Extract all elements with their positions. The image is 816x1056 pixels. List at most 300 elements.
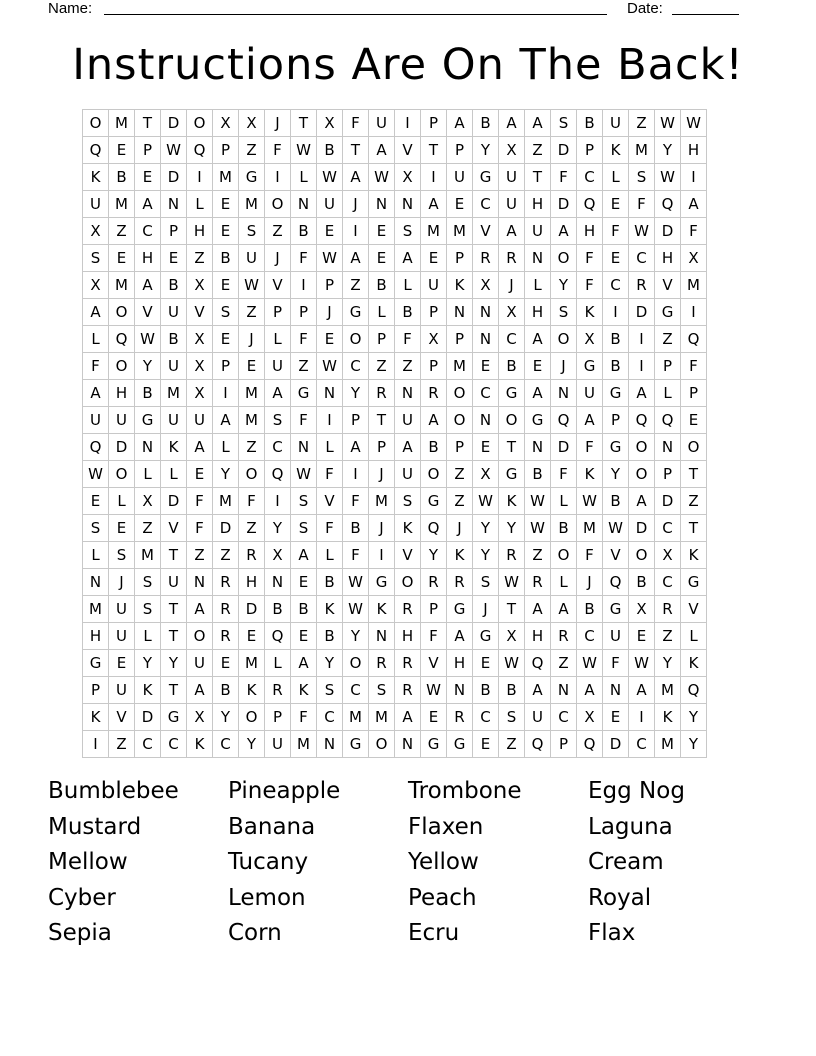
grid-cell: A bbox=[499, 110, 525, 137]
grid-cell: E bbox=[161, 245, 187, 272]
grid-cell: L bbox=[655, 380, 681, 407]
grid-cell: Z bbox=[239, 515, 265, 542]
grid-cell: E bbox=[369, 245, 395, 272]
grid-cell: R bbox=[213, 569, 239, 596]
grid-cell: X bbox=[473, 461, 499, 488]
grid-cell: U bbox=[499, 191, 525, 218]
grid-cell: W bbox=[317, 164, 343, 191]
grid-cell: A bbox=[551, 218, 577, 245]
grid-cell: T bbox=[499, 596, 525, 623]
grid-cell: G bbox=[447, 596, 473, 623]
grid-cell: X bbox=[473, 272, 499, 299]
grid-cell: Q bbox=[577, 191, 603, 218]
name-label: Name: bbox=[48, 0, 93, 17]
grid-cell: A bbox=[629, 677, 655, 704]
grid-cell: F bbox=[577, 434, 603, 461]
grid-cell: I bbox=[369, 542, 395, 569]
grid-cell: H bbox=[83, 623, 109, 650]
grid-cell: H bbox=[577, 218, 603, 245]
grid-cell: T bbox=[343, 137, 369, 164]
grid-cell: F bbox=[603, 650, 629, 677]
grid-cell: E bbox=[473, 353, 499, 380]
grid-cell: A bbox=[369, 137, 395, 164]
grid-cell: V bbox=[473, 218, 499, 245]
grid-cell: Y bbox=[473, 542, 499, 569]
grid-cell: R bbox=[525, 569, 551, 596]
grid-cell: F bbox=[291, 326, 317, 353]
grid-cell: P bbox=[551, 731, 577, 758]
grid-cell: O bbox=[369, 731, 395, 758]
grid-cell: J bbox=[577, 569, 603, 596]
grid-cell: N bbox=[525, 245, 551, 272]
grid-cell: S bbox=[135, 569, 161, 596]
grid-cell: T bbox=[291, 110, 317, 137]
grid-cell: K bbox=[577, 299, 603, 326]
grid-cell: A bbox=[187, 434, 213, 461]
grid-cell: P bbox=[421, 110, 447, 137]
grid-cell: A bbox=[447, 623, 473, 650]
grid-cell: E bbox=[109, 137, 135, 164]
grid-cell: U bbox=[369, 110, 395, 137]
grid-cell: G bbox=[577, 353, 603, 380]
grid-cell: F bbox=[681, 218, 707, 245]
word-list-item: Banana bbox=[228, 813, 316, 840]
grid-cell: E bbox=[317, 326, 343, 353]
grid-cell: H bbox=[135, 245, 161, 272]
grid-cell: P bbox=[447, 434, 473, 461]
grid-cell: S bbox=[499, 704, 525, 731]
grid-cell: C bbox=[473, 191, 499, 218]
grid-cell: F bbox=[577, 272, 603, 299]
grid-cell: R bbox=[499, 245, 525, 272]
grid-cell: A bbox=[525, 110, 551, 137]
grid-cell: V bbox=[603, 542, 629, 569]
grid-cell: P bbox=[83, 677, 109, 704]
grid-cell: F bbox=[343, 542, 369, 569]
grid-cell: Y bbox=[265, 515, 291, 542]
grid-cell: L bbox=[265, 326, 291, 353]
grid-cell: W bbox=[135, 326, 161, 353]
grid-cell: N bbox=[83, 569, 109, 596]
grid-cell: E bbox=[421, 704, 447, 731]
date-field-line bbox=[672, 14, 739, 15]
grid-cell: N bbox=[187, 569, 213, 596]
grid-cell: M bbox=[109, 191, 135, 218]
grid-cell: N bbox=[369, 623, 395, 650]
grid-cell: I bbox=[681, 299, 707, 326]
grid-cell: Q bbox=[629, 407, 655, 434]
grid-cell: F bbox=[291, 407, 317, 434]
grid-cell: G bbox=[603, 380, 629, 407]
grid-cell: X bbox=[83, 272, 109, 299]
grid-cell: P bbox=[655, 461, 681, 488]
page-title: Instructions Are On The Back! bbox=[72, 40, 744, 90]
grid-cell: U bbox=[525, 218, 551, 245]
grid-cell: Q bbox=[655, 407, 681, 434]
grid-cell: A bbox=[187, 677, 213, 704]
grid-cell: X bbox=[655, 542, 681, 569]
grid-cell: R bbox=[369, 650, 395, 677]
grid-cell: Y bbox=[473, 137, 499, 164]
grid-row bbox=[83, 110, 707, 137]
grid-cell: S bbox=[135, 596, 161, 623]
grid-row bbox=[83, 380, 707, 407]
grid-cell: E bbox=[421, 245, 447, 272]
grid-cell: M bbox=[681, 272, 707, 299]
grid-cell: R bbox=[447, 704, 473, 731]
grid-cell: Y bbox=[213, 704, 239, 731]
grid-cell: E bbox=[317, 218, 343, 245]
grid-cell: Z bbox=[239, 299, 265, 326]
grid-cell: B bbox=[473, 110, 499, 137]
grid-cell: U bbox=[161, 569, 187, 596]
grid-cell: O bbox=[187, 623, 213, 650]
grid-cell: J bbox=[473, 596, 499, 623]
grid-cell: N bbox=[473, 299, 499, 326]
grid-cell: A bbox=[525, 677, 551, 704]
grid-cell: K bbox=[369, 596, 395, 623]
grid-cell: Q bbox=[187, 137, 213, 164]
grid-cell: O bbox=[629, 542, 655, 569]
grid-cell: L bbox=[525, 272, 551, 299]
grid-cell: N bbox=[291, 434, 317, 461]
grid-cell: E bbox=[109, 245, 135, 272]
grid-cell: D bbox=[161, 110, 187, 137]
grid-cell: P bbox=[681, 380, 707, 407]
grid-cell: Z bbox=[551, 650, 577, 677]
grid-row bbox=[83, 272, 707, 299]
grid-cell: T bbox=[421, 137, 447, 164]
grid-cell: C bbox=[603, 272, 629, 299]
grid-cell: L bbox=[109, 488, 135, 515]
grid-cell: U bbox=[187, 650, 213, 677]
grid-cell: Z bbox=[681, 488, 707, 515]
grid-cell: A bbox=[291, 650, 317, 677]
grid-cell: R bbox=[421, 569, 447, 596]
grid-cell: J bbox=[369, 515, 395, 542]
grid-row bbox=[83, 164, 707, 191]
grid-cell: F bbox=[551, 164, 577, 191]
grid-cell: Z bbox=[499, 731, 525, 758]
grid-cell: F bbox=[603, 218, 629, 245]
grid-cell: X bbox=[629, 596, 655, 623]
word-list-item: Royal bbox=[588, 884, 652, 911]
grid-cell: F bbox=[577, 245, 603, 272]
grid-cell: B bbox=[135, 380, 161, 407]
grid-cell: Q bbox=[525, 731, 551, 758]
grid-cell: W bbox=[655, 164, 681, 191]
grid-cell: X bbox=[135, 488, 161, 515]
grid-cell: R bbox=[213, 623, 239, 650]
grid-cell: T bbox=[161, 596, 187, 623]
grid-cell: W bbox=[473, 488, 499, 515]
grid-cell: C bbox=[135, 218, 161, 245]
grid-cell: X bbox=[577, 704, 603, 731]
grid-cell: Z bbox=[239, 137, 265, 164]
grid-cell: S bbox=[83, 515, 109, 542]
grid-cell: J bbox=[317, 299, 343, 326]
grid-cell: F bbox=[317, 461, 343, 488]
name-field-line bbox=[104, 14, 607, 15]
grid-cell: M bbox=[239, 407, 265, 434]
grid-cell: R bbox=[447, 569, 473, 596]
grid-cell: I bbox=[629, 326, 655, 353]
grid-cell: A bbox=[421, 407, 447, 434]
grid-cell: M bbox=[577, 515, 603, 542]
grid-row bbox=[83, 569, 707, 596]
grid-cell: B bbox=[161, 272, 187, 299]
grid-cell: E bbox=[239, 623, 265, 650]
grid-cell: G bbox=[291, 380, 317, 407]
grid-cell: A bbox=[421, 191, 447, 218]
grid-cell: Q bbox=[577, 731, 603, 758]
grid-cell: P bbox=[265, 299, 291, 326]
grid-cell: X bbox=[499, 137, 525, 164]
header bbox=[0, 0, 816, 20]
grid-cell: I bbox=[213, 380, 239, 407]
grid-cell: O bbox=[499, 407, 525, 434]
grid-cell: E bbox=[213, 650, 239, 677]
grid-cell: E bbox=[109, 515, 135, 542]
grid-cell: P bbox=[447, 326, 473, 353]
grid-cell: N bbox=[525, 434, 551, 461]
grid-cell: F bbox=[343, 488, 369, 515]
grid-cell: A bbox=[395, 434, 421, 461]
grid-cell: Z bbox=[395, 353, 421, 380]
grid-cell: C bbox=[655, 515, 681, 542]
grid-cell: W bbox=[655, 110, 681, 137]
grid-row bbox=[83, 299, 707, 326]
grid-cell: X bbox=[213, 110, 239, 137]
grid-cell: Y bbox=[681, 704, 707, 731]
grid-cell: E bbox=[629, 623, 655, 650]
grid-cell: F bbox=[551, 461, 577, 488]
grid-cell: F bbox=[421, 623, 447, 650]
grid-cell: R bbox=[369, 380, 395, 407]
grid-cell: I bbox=[603, 299, 629, 326]
grid-cell: E bbox=[213, 218, 239, 245]
grid-cell: W bbox=[291, 461, 317, 488]
grid-cell: D bbox=[655, 218, 681, 245]
grid-cell: N bbox=[395, 191, 421, 218]
grid-cell: U bbox=[395, 461, 421, 488]
word-list-item: Sepia bbox=[48, 920, 112, 946]
grid-cell: Y bbox=[603, 461, 629, 488]
grid-cell: S bbox=[83, 245, 109, 272]
grid-cell: O bbox=[551, 326, 577, 353]
grid-cell: E bbox=[213, 326, 239, 353]
grid-cell: G bbox=[369, 569, 395, 596]
grid-cell: C bbox=[317, 704, 343, 731]
grid-cell: X bbox=[187, 704, 213, 731]
grid-cell: L bbox=[681, 623, 707, 650]
grid-cell: U bbox=[603, 623, 629, 650]
grid-cell: D bbox=[551, 137, 577, 164]
grid-cell: G bbox=[447, 731, 473, 758]
grid-cell: A bbox=[629, 488, 655, 515]
grid-cell: G bbox=[161, 704, 187, 731]
grid-cell: A bbox=[187, 596, 213, 623]
grid-cell: O bbox=[343, 650, 369, 677]
grid-row bbox=[83, 326, 707, 353]
grid-cell: R bbox=[629, 272, 655, 299]
grid-cell: Y bbox=[681, 731, 707, 758]
grid-cell: X bbox=[187, 326, 213, 353]
grid-cell: K bbox=[681, 542, 707, 569]
grid-cell: P bbox=[213, 137, 239, 164]
grid-cell: Z bbox=[265, 218, 291, 245]
grid-cell: X bbox=[187, 272, 213, 299]
grid-cell: W bbox=[317, 245, 343, 272]
grid-cell: P bbox=[317, 272, 343, 299]
grid-cell: E bbox=[213, 191, 239, 218]
grid-row bbox=[83, 191, 707, 218]
grid-cell: X bbox=[187, 380, 213, 407]
grid-cell: M bbox=[109, 272, 135, 299]
grid-cell: T bbox=[525, 164, 551, 191]
grid-cell: J bbox=[447, 515, 473, 542]
grid-cell: Q bbox=[551, 407, 577, 434]
grid-cell: L bbox=[135, 461, 161, 488]
grid-cell: V bbox=[317, 488, 343, 515]
grid-cell: G bbox=[83, 650, 109, 677]
grid-cell: F bbox=[395, 326, 421, 353]
grid-cell: S bbox=[551, 110, 577, 137]
grid-cell: F bbox=[343, 110, 369, 137]
grid-cell: V bbox=[135, 299, 161, 326]
grid-cell: K bbox=[603, 137, 629, 164]
grid-cell: X bbox=[499, 623, 525, 650]
grid-cell: F bbox=[629, 191, 655, 218]
grid-cell: U bbox=[499, 164, 525, 191]
grid-cell: L bbox=[291, 164, 317, 191]
word-list-item: Yellow bbox=[408, 849, 479, 875]
grid-cell: D bbox=[551, 434, 577, 461]
grid-cell: E bbox=[525, 353, 551, 380]
word-list-item: Cream bbox=[588, 849, 664, 875]
grid-cell: Z bbox=[447, 488, 473, 515]
grid-cell: E bbox=[473, 434, 499, 461]
grid-cell: S bbox=[395, 218, 421, 245]
grid-cell: E bbox=[603, 191, 629, 218]
grid-cell: W bbox=[239, 272, 265, 299]
grid-cell: D bbox=[161, 488, 187, 515]
grid-cell: Y bbox=[161, 650, 187, 677]
grid-cell: A bbox=[343, 434, 369, 461]
grid-cell: Q bbox=[421, 515, 447, 542]
grid-cell: K bbox=[577, 461, 603, 488]
word-list-item: Trombone bbox=[408, 778, 522, 804]
grid-cell: W bbox=[603, 515, 629, 542]
grid-cell: V bbox=[161, 515, 187, 542]
grid-cell: U bbox=[577, 380, 603, 407]
grid-cell: U bbox=[109, 623, 135, 650]
grid-cell: L bbox=[161, 461, 187, 488]
grid-cell: D bbox=[551, 191, 577, 218]
grid-row bbox=[83, 542, 707, 569]
grid-cell: U bbox=[603, 110, 629, 137]
grid-cell: D bbox=[135, 704, 161, 731]
grid-cell: X bbox=[395, 164, 421, 191]
grid-row bbox=[83, 650, 707, 677]
grid-cell: M bbox=[239, 650, 265, 677]
grid-cell: Q bbox=[603, 569, 629, 596]
grid-cell: R bbox=[421, 380, 447, 407]
grid-cell: Z bbox=[109, 731, 135, 758]
grid-cell: G bbox=[499, 461, 525, 488]
grid-cell: P bbox=[291, 299, 317, 326]
grid-cell: W bbox=[317, 353, 343, 380]
grid-cell: F bbox=[265, 137, 291, 164]
grid-cell: L bbox=[603, 164, 629, 191]
grid-cell: N bbox=[473, 407, 499, 434]
grid-cell: E bbox=[213, 272, 239, 299]
grid-cell: F bbox=[187, 488, 213, 515]
word-list-item: Flax bbox=[588, 920, 636, 946]
grid-cell: S bbox=[395, 488, 421, 515]
grid-cell: Y bbox=[213, 461, 239, 488]
grid-cell: L bbox=[317, 434, 343, 461]
grid-cell: O bbox=[629, 434, 655, 461]
word-list-item: Lemon bbox=[228, 884, 306, 911]
grid-cell: G bbox=[603, 596, 629, 623]
word-list-item: Pineapple bbox=[228, 778, 341, 804]
grid-cell: M bbox=[655, 677, 681, 704]
grid-cell: B bbox=[109, 164, 135, 191]
word-list-item: Mellow bbox=[48, 849, 128, 875]
grid-cell: C bbox=[213, 731, 239, 758]
grid-cell: S bbox=[629, 164, 655, 191]
grid-cell: R bbox=[499, 542, 525, 569]
grid-cell: F bbox=[681, 353, 707, 380]
grid-cell: N bbox=[161, 191, 187, 218]
grid-cell: B bbox=[213, 245, 239, 272]
grid-cell: X bbox=[83, 218, 109, 245]
grid-cell: R bbox=[551, 623, 577, 650]
word-list-item: Cyber bbox=[48, 884, 116, 911]
word-list-item: Peach bbox=[408, 884, 477, 911]
grid-cell: C bbox=[629, 731, 655, 758]
grid-cell: L bbox=[395, 272, 421, 299]
grid-cell: Q bbox=[525, 650, 551, 677]
grid-cell: X bbox=[317, 110, 343, 137]
grid-cell: E bbox=[369, 218, 395, 245]
grid-cell: I bbox=[317, 407, 343, 434]
grid-cell: S bbox=[239, 218, 265, 245]
grid-cell: S bbox=[265, 407, 291, 434]
grid-cell: L bbox=[551, 488, 577, 515]
grid-cell: K bbox=[187, 731, 213, 758]
grid-row bbox=[83, 488, 707, 515]
word-list-item: Tucany bbox=[228, 849, 309, 875]
grid-cell: C bbox=[551, 704, 577, 731]
grid-cell: O bbox=[239, 704, 265, 731]
grid-cell: F bbox=[83, 353, 109, 380]
grid-cell: H bbox=[525, 623, 551, 650]
grid-cell: B bbox=[499, 677, 525, 704]
grid-cell: T bbox=[681, 461, 707, 488]
grid-cell: B bbox=[291, 596, 317, 623]
grid-cell: P bbox=[421, 299, 447, 326]
grid-cell: Q bbox=[109, 326, 135, 353]
grid-cell: D bbox=[109, 434, 135, 461]
grid-cell: P bbox=[447, 137, 473, 164]
grid-cell: U bbox=[109, 596, 135, 623]
grid-cell: E bbox=[83, 488, 109, 515]
grid-cell: J bbox=[343, 191, 369, 218]
grid-cell: J bbox=[369, 461, 395, 488]
grid-cell: O bbox=[109, 461, 135, 488]
